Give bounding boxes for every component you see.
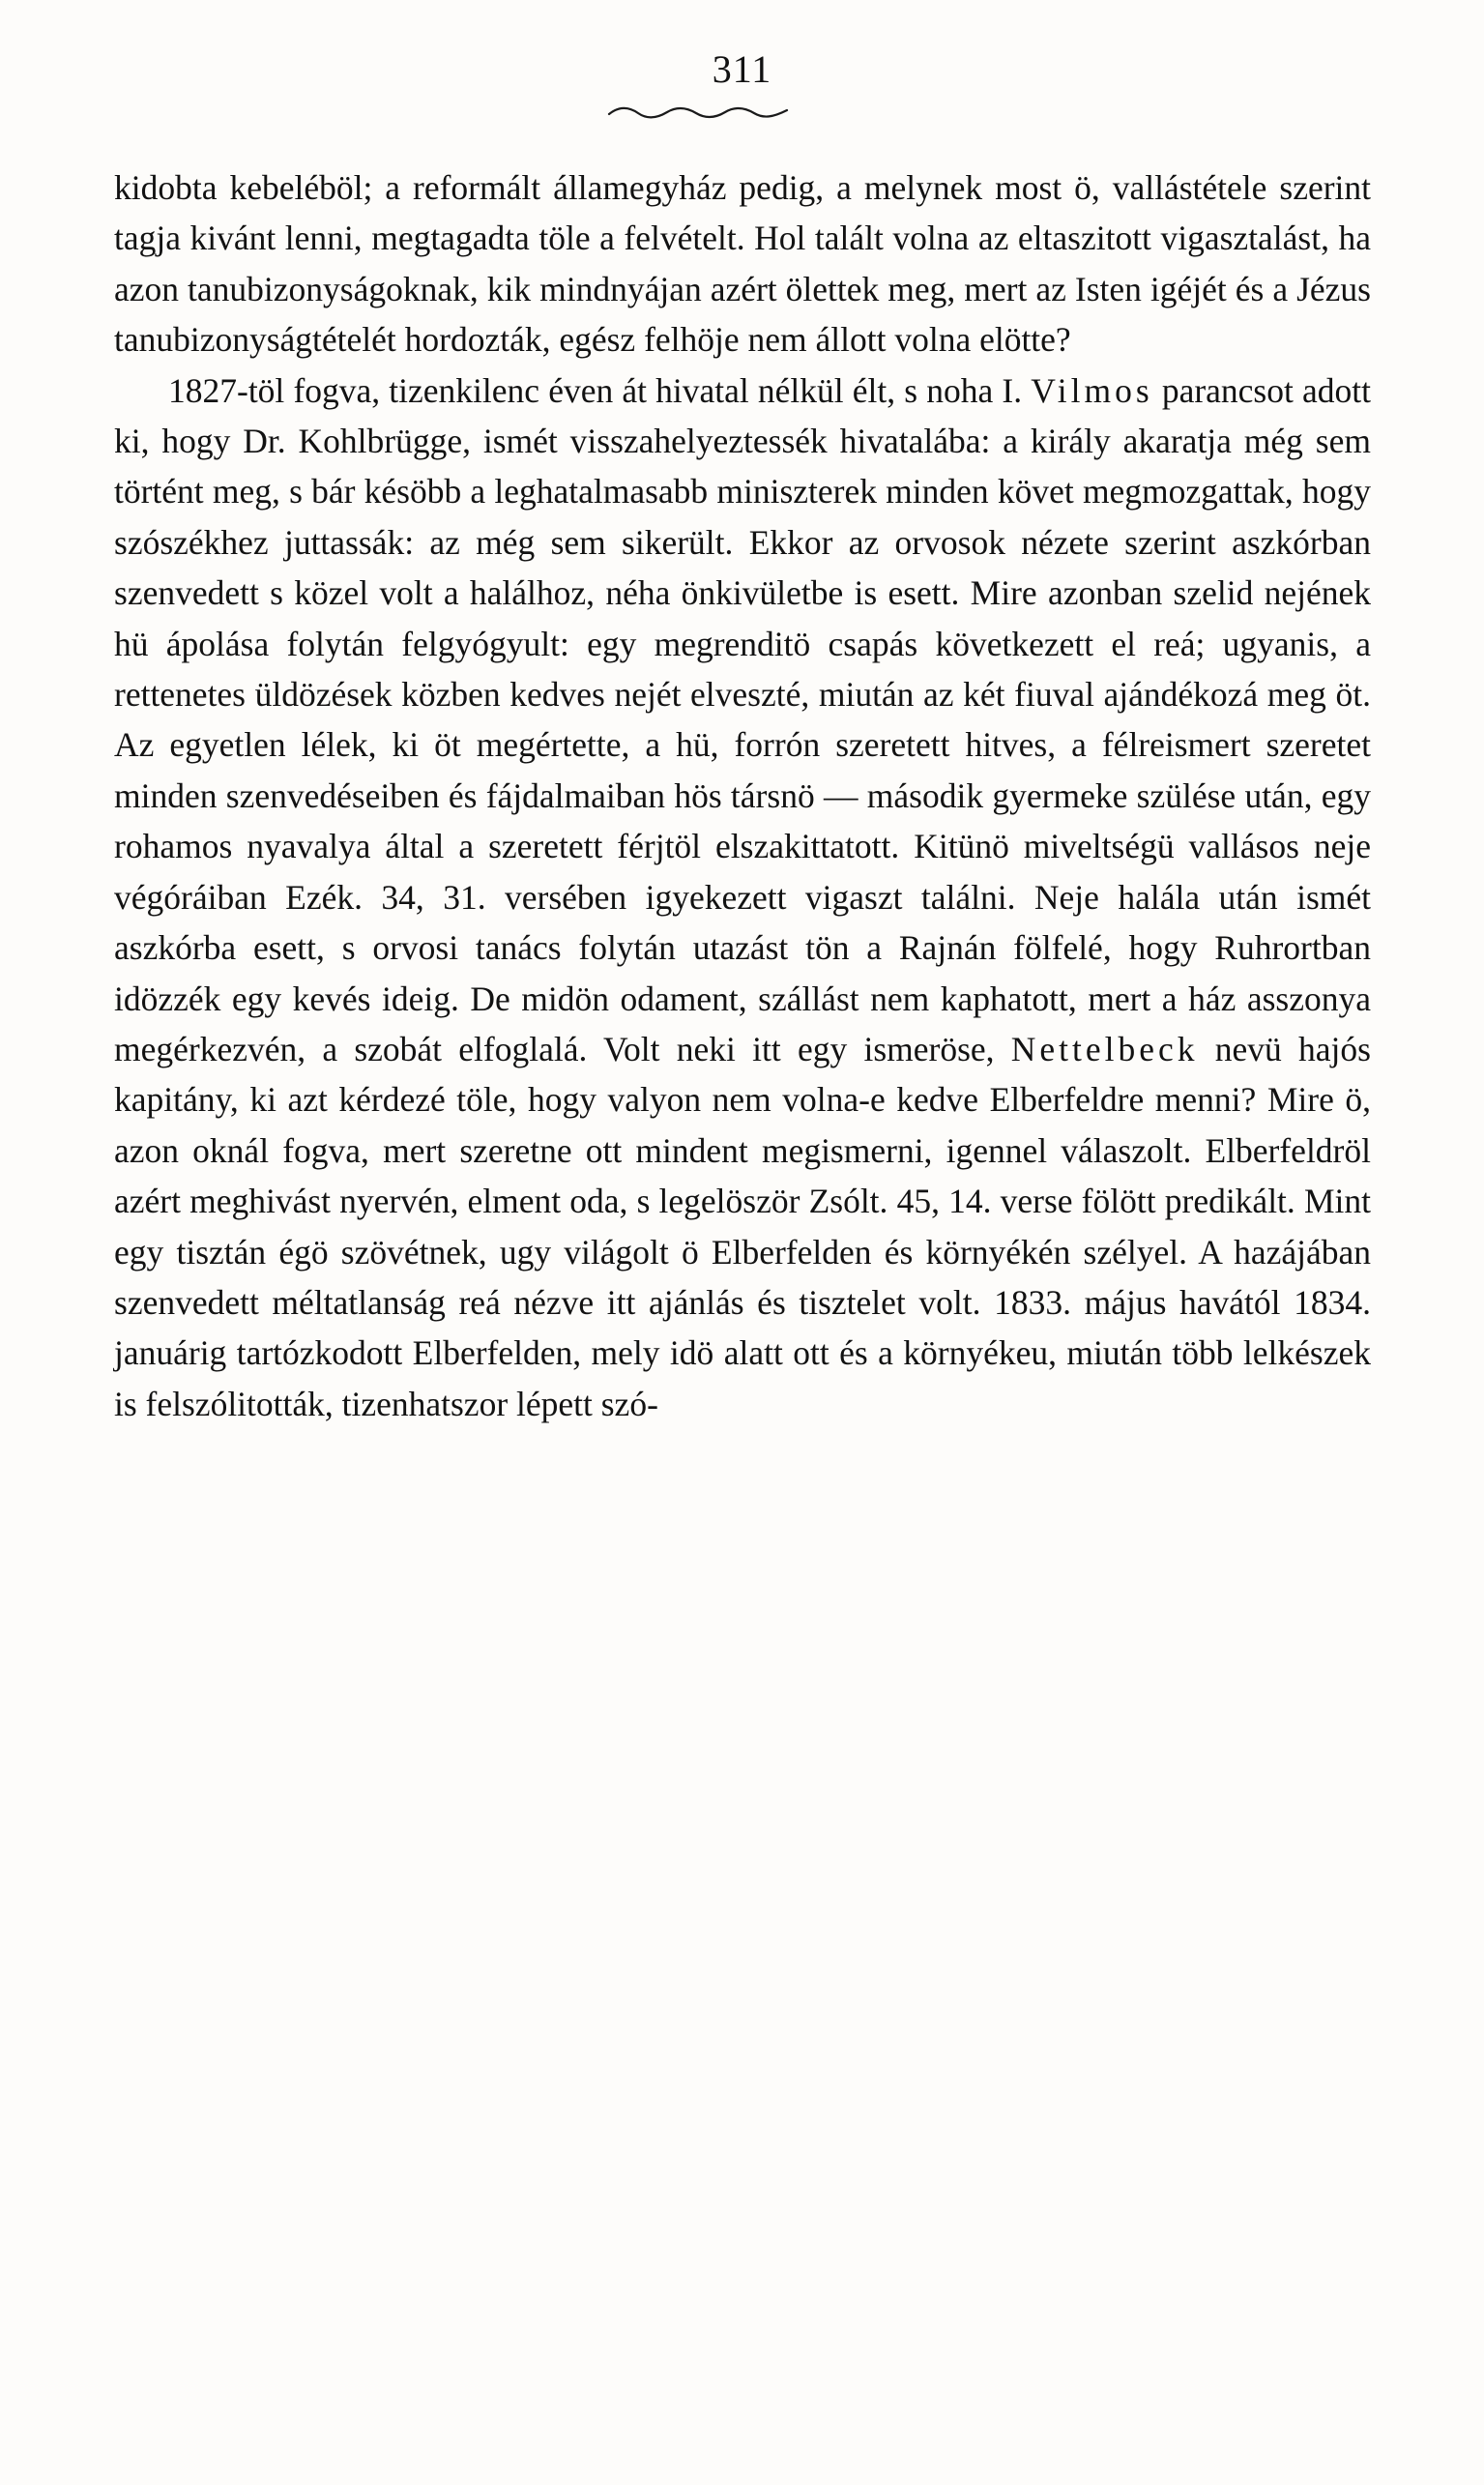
page-body-text xyxy=(114,162,1371,1429)
text-run: kidobta kebeléböl; a reformált államegyház pedig, a melynek most ö, vallástétele szerint tagja kivánt lenni, megtagadta töle a felvételt. Hol talált volna az eltaszitott vigasztalást, ha azon tanubizonyságoknak, kik mindnyájan azért ölettek meg, mert az Isten igéjét és a Jézus tanubizonyságtételét hordozták, egész felhöje nem állott volna elötte? xyxy=(114,168,1371,360)
emphasized-name: Nettelbeck xyxy=(1010,1029,1199,1068)
decorative-wavy-rule xyxy=(607,104,791,120)
text-run: 1827-töl fogva, tizenkilenc éven át hivatal nélkül élt, s noha I. xyxy=(168,370,1032,410)
body-paragraph xyxy=(114,365,1371,1430)
text-run: nevü hajós kapitány, ki azt kérdezé töle, hogy valyon nem volna-e kedve Elberfeldre menni? Mire ö, azon oknál fogva, mert szeretne ott mindent megismerni, igennel válaszolt. Elberfeldröl azért meghivást nyervén, elment oda, s legelöször Zsólt. 45, 14. verse fölött predikált. Mint egy tisztán égö szövétnek, ugy világolt ö Elberfelden és környékén szélyel. A hazájában szenvedett méltatlanság reá nézve itt ajánlás és tisztelet volt. 1833. május havától 1834. januárig tartózkodott Elberfelden, mely idö alatt ott és a környékeu, miután több lelkészek is felszólitották, tizenhatszor lépett szó- xyxy=(114,1029,1371,1423)
text-run: parancsot adott ki, hogy Dr. Kohlbrügge, ismét visszahelyeztessék hivatalába: a király akaratja még sem történt meg, s bár késöbb a leghatalmasabb miniszterek minden követ megmozgattak, hogy szószékhez juttassák: az még sem sikerült. Ekkor az orvosok nézete szerint aszkórban szenvedett s közel volt a halálhoz, néha önkivületbe is esett. Mire azonban szelid nejének hü ápolása folytán felgyógyult: egy megrenditö csapás következett el reá; ugyanis, a rettenetes üldözések közben kedves nejét elveszté, miután az két fiuval ajándékozá meg öt. Az egyetlen lélek, ki öt megértette, a hü, forrón szeretett hitves, a félreismert szeretet minden szenvedéseiben és fájdalmaiban hös társnö — második gyermeke szülése után, egy rohamos nyavalya által a szeretett férjtöl elszakittatott. Kitünö miveltségü vallásos neje végóráiban Ezék. 34, 31. versében igyekezett vigaszt találni. Neje halála után ismét aszkórba esett, s orvosi tanács folytán utazást tön a Rajnán fölfelé, hogy Ruhrortban idözzék egy kevés ideig. De midön odament, szállást nem kaphatott, mert a ház asszonya megérkezvén, a szobát elfoglalá. Volt neki itt egy ismeröse, xyxy=(114,370,1371,1068)
emphasized-name: Vilmos xyxy=(1031,370,1153,410)
body-paragraph xyxy=(114,162,1371,365)
page-number: 311 xyxy=(712,47,772,91)
